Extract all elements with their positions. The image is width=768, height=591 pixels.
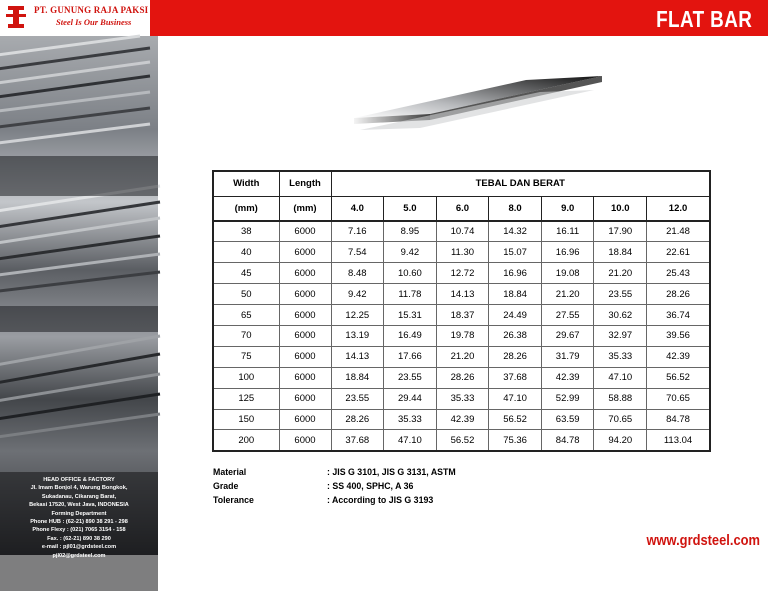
cell-length: 6000: [279, 263, 331, 284]
cell-weight: 21.48: [647, 221, 710, 242]
cell-width: 40: [213, 242, 279, 263]
cell-weight: 56.52: [647, 367, 710, 388]
cell-weight: 70.65: [594, 409, 647, 430]
page-title: FLAT BAR: [655, 6, 752, 32]
steel-stack-photo: [0, 36, 158, 559]
cell-weight: 11.30: [436, 242, 489, 263]
header-thickness-10: 10.0: [594, 196, 647, 221]
cell-length: 6000: [279, 367, 331, 388]
address-fax: Fax. : (62-21) 890 38 290: [47, 535, 111, 542]
cell-weight: 56.52: [436, 430, 489, 451]
spec-label: Grade: [213, 481, 239, 491]
address-email: e-mail : pjl01@grdsteel.com: [41, 544, 117, 551]
cell-width: 150: [213, 409, 279, 430]
cell-weight: 94.20: [594, 430, 647, 451]
cell-weight: 14.13: [436, 284, 489, 305]
cell-weight: 47.10: [489, 388, 542, 409]
cell-weight: 23.55: [594, 284, 647, 305]
cell-weight: 37.68: [489, 367, 542, 388]
cell-weight: 8.48: [331, 263, 384, 284]
cell-weight: 17.90: [594, 221, 647, 242]
cell-weight: 8.95: [384, 221, 437, 242]
cell-width: 38: [213, 221, 279, 242]
cell-weight: 18.84: [331, 367, 384, 388]
company-tagline: Steel Is Our Business: [56, 17, 132, 27]
cell-weight: 17.66: [384, 346, 437, 367]
table-row: [213, 284, 710, 305]
cell-weight: 12.72: [436, 263, 489, 284]
cell-weight: 10.74: [436, 221, 489, 242]
header-thickness-12: 12.0: [647, 196, 710, 221]
cell-weight: 25.43: [647, 263, 710, 284]
cell-weight: 21.20: [594, 263, 647, 284]
cell-weight: 13.19: [331, 325, 384, 346]
table-row: [213, 325, 710, 346]
cell-weight: 47.10: [594, 367, 647, 388]
cell-weight: 18.84: [594, 242, 647, 263]
address-department: Forming Department: [51, 510, 107, 517]
cell-weight: 56.52: [489, 409, 542, 430]
cell-width: 100: [213, 367, 279, 388]
cell-width: 75: [213, 346, 279, 367]
cell-width: 50: [213, 284, 279, 305]
cell-length: 6000: [279, 305, 331, 326]
cell-weight: 52.99: [541, 388, 594, 409]
spec-value: : JIS G 3101, JIS G 3131, ASTM: [327, 467, 456, 477]
cell-weight: 24.49: [489, 305, 542, 326]
table-row: [213, 388, 710, 409]
cell-length: 6000: [279, 409, 331, 430]
cell-weight: 23.55: [384, 367, 437, 388]
cell-weight: 36.74: [647, 305, 710, 326]
spec-value: : According to JIS G 3193: [327, 495, 434, 505]
cell-weight: 26.38: [489, 325, 542, 346]
table-row: [213, 409, 710, 430]
cell-weight: 23.55: [331, 388, 384, 409]
cell-weight: 16.96: [489, 263, 542, 284]
cell-weight: 22.61: [647, 242, 710, 263]
specifications: [213, 465, 456, 507]
spec-row-material: [213, 465, 456, 479]
cell-weight: 16.11: [541, 221, 594, 242]
cell-weight: 70.65: [647, 388, 710, 409]
address-line: Bekasi 17520, West Java, INDONESIA: [29, 502, 129, 509]
table-row: [213, 367, 710, 388]
table-row: [213, 263, 710, 284]
cell-weight: 75.36: [489, 430, 542, 451]
cell-weight: 14.32: [489, 221, 542, 242]
cell-weight: 14.13: [331, 346, 384, 367]
cell-width: 65: [213, 305, 279, 326]
cell-weight: 12.25: [331, 305, 384, 326]
table-row: [213, 430, 710, 451]
cell-weight: 42.39: [436, 409, 489, 430]
cell-weight: 15.31: [384, 305, 437, 326]
cell-weight: 15.07: [489, 242, 542, 263]
cell-weight: 29.67: [541, 325, 594, 346]
address-line: Jl. Imam Bonjol 4, Warung Bongkok,: [30, 485, 128, 492]
cell-length: 6000: [279, 242, 331, 263]
spec-row-grade: [213, 479, 456, 493]
cell-width: 70: [213, 325, 279, 346]
cell-length: 6000: [279, 284, 331, 305]
cell-weight: 84.78: [647, 409, 710, 430]
cell-weight: 18.37: [436, 305, 489, 326]
company-logo: [0, 0, 150, 36]
cell-weight: 47.10: [384, 430, 437, 451]
header-thickness-6: 6.0: [436, 196, 489, 221]
cell-weight: 9.42: [331, 284, 384, 305]
company-name: PT. GUNUNG RAJA PAKSI: [34, 5, 149, 15]
website-link[interactable]: www.grdsteel.com: [646, 532, 760, 549]
cell-weight: 63.59: [541, 409, 594, 430]
header-length: Length: [279, 171, 331, 196]
cell-weight: 16.49: [384, 325, 437, 346]
cell-weight: 7.54: [331, 242, 384, 263]
header-width: Width: [213, 171, 279, 196]
address-email: pjl02@grdsteel.com: [52, 552, 106, 559]
address-phone-flexy: Phone Flexy : (021) 7065 3154 - 158: [32, 527, 126, 534]
cell-weight: 30.62: [594, 305, 647, 326]
table-row: [213, 346, 710, 367]
cell-length: 6000: [279, 325, 331, 346]
cell-weight: 7.16: [331, 221, 384, 242]
cell-length: 6000: [279, 388, 331, 409]
address-heading: HEAD OFFICE & FACTORY: [43, 477, 115, 483]
cell-weight: 42.39: [647, 346, 710, 367]
cell-weight: 27.55: [541, 305, 594, 326]
grp-logo-icon: [6, 5, 26, 29]
flat-bar-product-image: [350, 74, 605, 136]
cell-weight: 21.20: [436, 346, 489, 367]
cell-weight: 28.26: [331, 409, 384, 430]
header-width-unit: (mm): [213, 196, 279, 221]
cell-width: 200: [213, 430, 279, 451]
cell-weight: 39.56: [647, 325, 710, 346]
cell-width: 45: [213, 263, 279, 284]
cell-weight: 28.26: [436, 367, 489, 388]
spec-label: Material: [213, 467, 247, 477]
cell-weight: 19.78: [436, 325, 489, 346]
cell-weight: 29.44: [384, 388, 437, 409]
cell-weight: 21.20: [541, 284, 594, 305]
header-length-unit: (mm): [279, 196, 331, 221]
header-thickness-5: 5.0: [384, 196, 437, 221]
cell-weight: 32.97: [594, 325, 647, 346]
header-thickness-4: 4.0: [331, 196, 384, 221]
cell-weight: 42.39: [541, 367, 594, 388]
cell-weight: 35.33: [436, 388, 489, 409]
cell-length: 6000: [279, 346, 331, 367]
cell-weight: 28.26: [489, 346, 542, 367]
flat-bar-weight-table: [212, 170, 711, 452]
cell-weight: 18.84: [489, 284, 542, 305]
header-thickness-8: 8.0: [489, 196, 542, 221]
cell-weight: 31.79: [541, 346, 594, 367]
cell-weight: 84.78: [541, 430, 594, 451]
cell-weight: 113.04: [647, 430, 710, 451]
cell-width: 125: [213, 388, 279, 409]
cell-weight: 35.33: [384, 409, 437, 430]
address-phone: Phone HUB : (62-21) 890 38 291 - 298: [30, 519, 128, 526]
cell-weight: 10.60: [384, 263, 437, 284]
cell-weight: 35.33: [594, 346, 647, 367]
table-row: [213, 305, 710, 326]
cell-length: 6000: [279, 430, 331, 451]
header-thickness-9: 9.0: [541, 196, 594, 221]
cell-weight: 11.78: [384, 284, 437, 305]
header-thickness-weight: TEBAL DAN BERAT: [331, 171, 710, 196]
address-line: Sukadanau, Cikarang Barat,: [41, 493, 117, 500]
cell-length: 6000: [279, 221, 331, 242]
address-panel: [0, 472, 158, 591]
cell-weight: 28.26: [647, 284, 710, 305]
cell-weight: 16.96: [541, 242, 594, 263]
spec-row-tolerance: [213, 493, 456, 507]
table-row: [213, 242, 710, 263]
cell-weight: 9.42: [384, 242, 437, 263]
cell-weight: 58.88: [594, 388, 647, 409]
spec-label: Tolerance: [213, 495, 254, 505]
table-row: [213, 221, 710, 242]
header-bar: [0, 0, 768, 36]
cell-weight: 19.08: [541, 263, 594, 284]
spec-value: : SS 400, SPHC, A 36: [327, 481, 414, 491]
cell-weight: 37.68: [331, 430, 384, 451]
